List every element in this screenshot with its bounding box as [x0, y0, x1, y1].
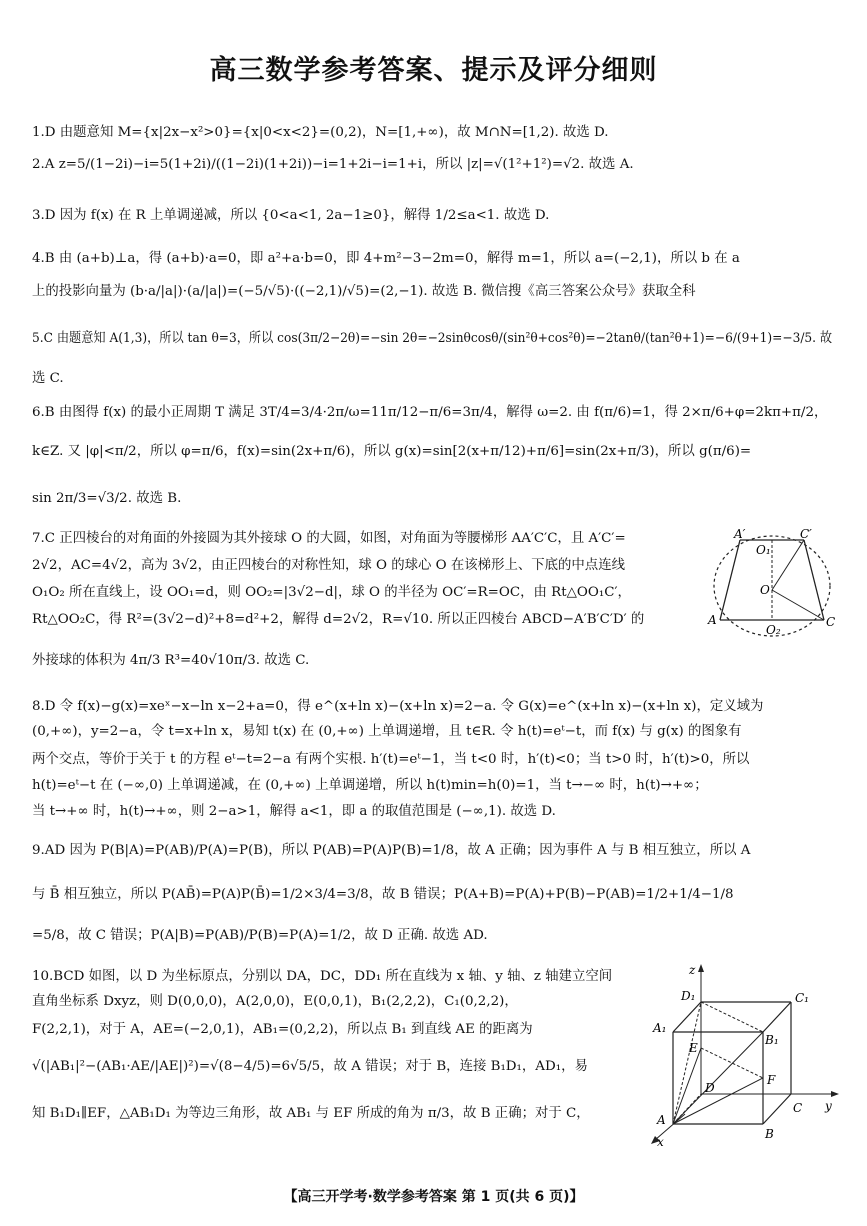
answer-line: 4.B 由 (a+b)⊥a，得 (a+b)·a=0，即 a²+a·b=0，即 4+m²−3−2m=0，解得 m=1，所以 a=(−2,1)，所以 b 在 a [32, 251, 740, 266]
answer-line: 当 t→+∞ 时，h(t)→+∞，则 2−a>1，解得 a<1，即 a 的取值范围是 (−∞,1). 故选 D. [32, 804, 556, 819]
page-footer: 【高三开学考·数学参考答案 第 1 页(共 6 页)】 [283, 1189, 584, 1205]
answer-line: 上的投影向量为 (b·a/|a|)·(a/|a|)=(−5/√5)·((−2,1)/√5)=(2,−1). 故选 B. 微信搜《高三答案公众号》获取全科 [32, 284, 696, 299]
answer-line: h(t)=eᵗ−t 在 (−∞,0) 上单调递减，在 (0,+∞) 上单调递增，所以 h(t)min=h(0)=1，当 t→−∞ 时，h(t)→+∞； [32, 778, 708, 793]
answer-line: Rt△OO₂C，得 R²=(3√2−d)²+8=d²+2，解得 d=2√2，R=√10. 所以正四棱台 ABCD−A′B′C′D′ 的 [32, 612, 645, 627]
fig10-label: C₁ [795, 991, 809, 1005]
fig10-label: A₁ [653, 1021, 667, 1035]
answer-line: F(2,2,1)，对于 A，AE=(−2,0,1)，AB₁=(0,2,2)，所以点 B₁ 到直线 AE 的距离为 [32, 1022, 533, 1037]
page-title: 高三数学参考答案、提示及评分细则 [209, 55, 658, 86]
fig10-label: B₁ [765, 1033, 779, 1047]
answer-line: 与 B̄ 相互独立，所以 P(AB̄)=P(A)P(B̄)=1/2×3/4=3/8，故 B 错误；P(A+B)=P(A)+P(B)−P(AB)=1/2+1/4−1/8 [32, 887, 734, 902]
answer-line: 10.BCD 如图，以 D 为坐标原点，分别以 DA，DC，DD₁ 所在直线为 x 轴、y 轴、z 轴建立空间 [32, 969, 613, 984]
answer-line: =5/8，故 C 错误；P(A|B)=P(AB)/P(B)=P(A)=1/2，故 D 正确. 故选 AD. [32, 928, 488, 943]
fig10-label: A [657, 1113, 666, 1127]
answer-line: 知 B₁D₁∥EF，△AB₁D₁ 为等边三角形，故 AB₁ 与 EF 所成的角为 π/3，故 B 正确；对于 C， [32, 1106, 590, 1121]
fig10-label: D₁ [681, 989, 696, 1003]
fig10-label: C [793, 1101, 803, 1115]
fig7-label: C [826, 615, 836, 629]
answer-line: 选 C. [32, 371, 64, 386]
fig7-label: A [708, 613, 717, 627]
fig10-label: D [705, 1081, 715, 1095]
answer-line: sin 2π/3=√3/2. 故选 B. [32, 491, 182, 506]
answer-line: 3.D 因为 f(x) 在 R 上单调递减，所以 {0<a<1, 2a−1≥0}，解得 1/2≤a<1. 故选 D. [32, 208, 550, 223]
fig10-label: B [765, 1127, 774, 1141]
answer-line: 1.D 由题意知 M={x|2x−x²>0}={x|0<x<2}=(0,2)，N=[1,+∞)，故 M∩N=[1,2). 故选 D. [32, 125, 609, 140]
fig10-label: F [767, 1073, 776, 1087]
answer-line: 两个交点，等价于关于 t 的方程 eᵗ−t=2−a 有两个实根. h′(t)=eᵗ−1，当 t<0 时，h′(t)<0；当 t>0 时，h′(t)>0，所以 [32, 752, 750, 767]
answer-line: 9.AD 因为 P(B|A)=P(AB)/P(A)=P(B)，所以 P(AB)=P(A)P(B)=1/8，故 A 正确；因为事件 A 与 B 相互独立，所以 A [32, 843, 751, 858]
fig10-label: y [825, 1099, 832, 1113]
answer-line: O₁O₂ 所在直线上，设 OO₁=d，则 OO₂=|3√2−d|，球 O 的半径为 OC′=R=OC，由 Rt△OO₁C′， [32, 585, 631, 600]
answer-line: 8.D 令 f(x)−g(x)=xeˣ−x−ln x−2+a=0，得 e^(x+ln x)−(x+ln x)=2−a. 令 G(x)=e^(x+ln x)−(x+ln x)，定义域为 [32, 699, 764, 714]
answer-line: 直角坐标系 Dxyz，则 D(0,0,0)，A(2,0,0)，E(0,0,1)，B₁(2,2,2)，C₁(0,2,2)， [32, 994, 518, 1009]
answer-line: 7.C 正四棱台的对角面的外接圆为其外接球 O 的大圆，如图，对角面为等腰梯形 AA′C′C，且 A′C′= [32, 531, 626, 546]
fig7-label: A′ [734, 528, 746, 541]
answer-line: 2√2，AC=4√2，高为 3√2，由正四棱台的对称性知，球 O 的球心 O 在该梯形上、下底的中点连线 [32, 558, 625, 573]
answer-line: k∈Z. 又 |φ|<π/2，所以 φ=π/6，f(x)=sin(2x+π/6)，所以 g(x)=sin[2(x+π/12)+π/6]=sin(2x+π/3)，所以 g(π/6)= [32, 444, 752, 459]
figure-q7-sphere-trapezoid [700, 528, 850, 638]
answer-line: 2.A z=5/(1−2i)−i=5(1+2i)/((1−2i)(1+2i))−i=1+2i−i=1+i，所以 |z|=√(1²+1²)=√2. 故选 A. [32, 157, 634, 172]
fig7-label: O [760, 583, 770, 597]
answer-line: √(|AB₁|²−(AB₁·AE/|AE|)²)=√(8−4/5)=6√5/5，故 A 错误；对于 B，连接 B₁D₁，AD₁，易 [32, 1059, 588, 1074]
figure-q10-cube [645, 962, 840, 1147]
fig7-label: O₂ [766, 623, 781, 637]
answer-line: 外接球的体积为 4π/3 R³=40√10π/3. 故选 C. [32, 653, 310, 668]
answer-line: (0,+∞)，y=2−a，令 t=x+ln x，易知 t(x) 在 (0,+∞) 上单调递增，且 t∈R. 令 h(t)=eᵗ−t，而 f(x) 与 g(x) 的图象有 [32, 724, 742, 739]
answer-line: 5.C 由题意知 A(1,3)，所以 tan θ=3，所以 cos(3π/2−2θ)=−sin 2θ=−2sinθcosθ/(sin²θ+cos²θ)=−2tanθ/(tan²θ+1)=−6/(9+1)=−3/5. 故 [32, 331, 833, 346]
fig10-label: E [689, 1041, 698, 1055]
answer-line: 6.B 由图得 f(x) 的最小正周期 T 满足 3T/4=3/4·2π/ω=11π/12−π/6=3π/4，解得 ω=2. 由 f(π/6)=1，得 2×π/6+φ=2kπ+π/2， [32, 405, 828, 420]
fig10-label: z [689, 963, 696, 977]
fig10-label: x [657, 1135, 664, 1147]
fig7-label: C′ [800, 528, 812, 541]
fig7-label: O₁ [756, 543, 771, 557]
